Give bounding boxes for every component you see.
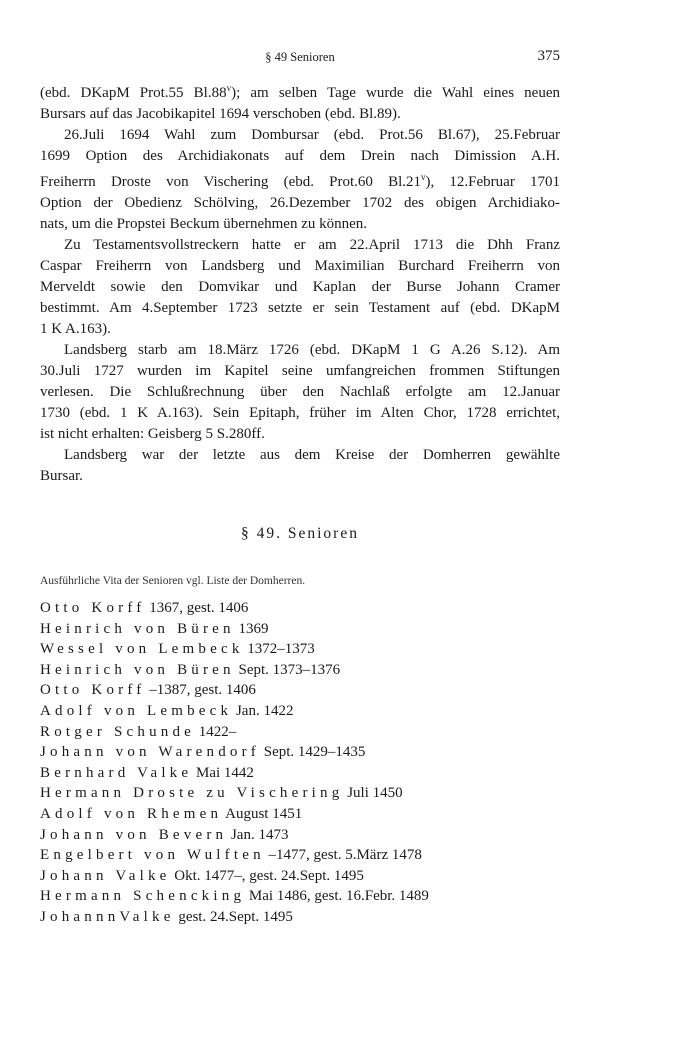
senior-name: Hermann Schencking (40, 888, 246, 905)
list-item (40, 783, 429, 804)
body-text (40, 78, 560, 487)
list-item (40, 804, 429, 825)
text-line: Landsberg war der letzte aus dem Kreise der Domherren gewählte (64, 447, 560, 463)
senior-detail: Sept. 1429–1435 (263, 744, 366, 761)
list-item (40, 701, 429, 722)
list-item (40, 825, 429, 846)
senior-name: Bernhard Valke (40, 764, 193, 781)
paragraph (40, 78, 560, 125)
list-item (40, 845, 429, 866)
text-line: nats, um die Propstei Beckum übernehmen zu können. (40, 216, 368, 232)
senior-name: Hermann Droste zu Vischering (40, 785, 344, 802)
senior-name: Adolf von Rhemen (40, 805, 223, 822)
senior-detail: Juli 1450 (347, 785, 403, 802)
paragraph (40, 445, 560, 487)
senior-detail: 1372–1373 (247, 641, 315, 658)
senior-detail: August 1451 (225, 805, 303, 822)
senior-detail: 1422– (198, 723, 237, 740)
senior-name: Heinrich von Büren (40, 661, 235, 678)
senior-detail: Sept. 1373–1376 (238, 661, 341, 678)
list-item (40, 639, 429, 660)
senior-name: Engelbert von Wulften (40, 847, 265, 864)
senior-name: Heinrich von Büren (40, 620, 235, 637)
text-line: 1 K A.163). (40, 321, 111, 337)
list-item (40, 742, 429, 763)
list-item (40, 866, 429, 887)
senior-detail: –1387, gest. 1406 (149, 682, 256, 699)
text-line: 30.Juli 1727 wurden im Kapitel seine umfangreichen frommen Stiftungen (40, 363, 560, 379)
running-title: § 49 Senioren (265, 50, 335, 64)
paragraph (40, 235, 560, 340)
text-line: Merveldt sowie den Domvikar und Kaplan der Burse Johann Cramer (40, 279, 560, 295)
senior-detail: Mai 1486, gest. 16.Febr. 1489 (248, 888, 429, 905)
paragraph (40, 340, 560, 445)
senior-name: Johann Valke (40, 867, 171, 884)
senior-name: Johann von Bevern (40, 826, 228, 843)
text-line: bestimmt. Am 4.September 1723 setzte er sein Testament auf (ebd. DKapM (40, 300, 560, 316)
senior-name: Rotger Schunde (40, 723, 196, 740)
senior-detail: Okt. 1477–, gest. 24.Sept. 1495 (174, 867, 364, 884)
senior-name: Otto Korff (40, 682, 146, 699)
text-line: ist nicht erhalten: Geisberg 5 S.280ff. (40, 426, 265, 442)
list-item (40, 619, 429, 640)
text-line: (ebd. DKapM Prot.55 Bl.88$^v$); am selben Tage wurde die Wahl eines neuen (40, 83, 560, 101)
list-item (40, 722, 429, 743)
section-note: Ausführliche Vita der Senioren vgl. Liste der Domherren. (40, 575, 306, 587)
senior-name: Adolf von Lembeck (40, 702, 233, 719)
senior-detail: Jan. 1473 (230, 826, 289, 843)
list-item (40, 598, 429, 619)
senior-name: JohannnValke (40, 908, 175, 925)
senior-name: Johann von Warendorf (40, 744, 260, 761)
senior-name: Otto Korff (40, 600, 146, 616)
list-item (40, 680, 429, 701)
senior-detail: Jan. 1422 (235, 702, 294, 719)
paragraph (40, 125, 560, 235)
running-header (40, 50, 560, 72)
superscript: v (226, 83, 232, 93)
senior-detail: Mai 1442 (196, 764, 254, 781)
senior-detail: 1369 (238, 620, 269, 637)
list-item (40, 907, 429, 928)
text-line: Landsberg starb am 18.März 1726 (ebd. DKapM 1 G A.26 S.12). Am (64, 342, 560, 358)
list-item (40, 886, 429, 907)
text-line: Bursars auf das Jacobikapitel 1694 verschoben (ebd. Bl.89). (40, 106, 401, 122)
text-line: 1730 (ebd. 1 K A.163). Sein Epitaph, früher im Alten Chor, 1728 errichtet, (40, 405, 560, 421)
text-line: Caspar Freiherrn von Landsberg und Maximilian Burchard Freiherrn von (40, 258, 560, 274)
senior-detail: 1367, gest. 1406 (149, 600, 249, 616)
text-line: Zu Testamentsvollstreckern hatte er am 22.April 1713 die Dhh Franz (64, 237, 560, 253)
list-item (40, 763, 429, 784)
seniors-list (40, 598, 429, 928)
text-line: Freiherrn Droste von Vischering (ebd. Prot.60 Bl.21$^v$), 12.Februar 1701 (40, 172, 560, 190)
text-line: verlesen. Die Schlußrechnung über den Nachlaß erfolgte am 12.Januar (40, 384, 560, 400)
list-item (40, 660, 429, 681)
superscript: v (421, 172, 426, 182)
text-line: 1699 Option des Archidiakonats auf dem Drein nach Dimission A.H. (40, 148, 560, 164)
page-number: 375 (537, 48, 560, 64)
senior-detail: gest. 24.Sept. 1495 (178, 908, 293, 925)
text-line: 26.Juli 1694 Wahl zum Dombursar (ebd. Prot.56 Bl.67), 25.Februar (64, 127, 560, 143)
text-line: Bursar. (40, 468, 83, 484)
senior-name: Wessel von Lembeck (40, 641, 244, 658)
section-heading: § 49. Senioren (241, 525, 359, 542)
senior-detail: –1477, gest. 5.März 1478 (268, 847, 422, 864)
text-line: Option der Obedienz Schölving, 26.Dezember 1702 des obigen Archidiako- (40, 195, 560, 211)
